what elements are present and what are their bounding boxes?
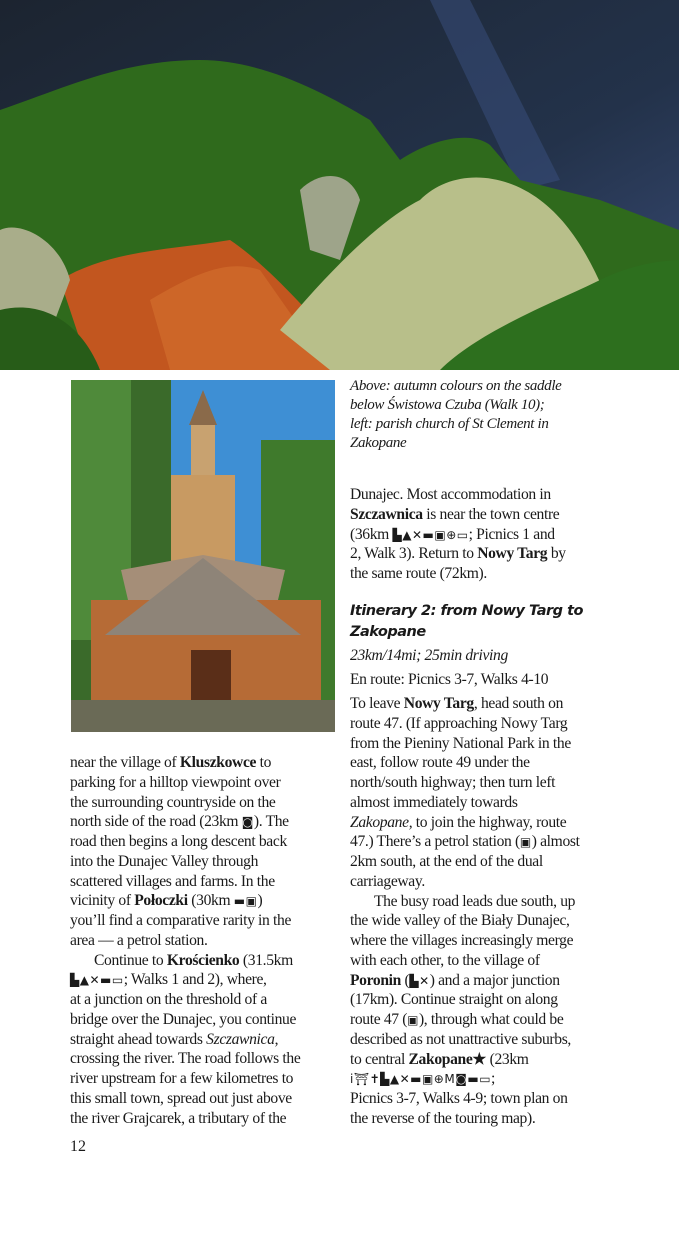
text-run: to join the highway, route (412, 813, 567, 831)
text-line (350, 1010, 640, 1030)
text-run: scattered villages and farms. In the (70, 872, 275, 890)
text-line (350, 832, 640, 852)
photo-autumn-saddle (0, 0, 679, 370)
map-symbol-icons: ▣ (519, 835, 532, 850)
text-run: 2km south, at the end of the dual (350, 853, 543, 870)
text-run: ), through what could be (418, 1011, 564, 1028)
text-line (350, 793, 640, 813)
text-run: Continue to (94, 951, 167, 969)
text-line (70, 872, 360, 892)
map-symbol-icons: i⛩✝▙▲✕▬▣⊕M◙▬▭ (350, 1072, 492, 1087)
text-run: the same route (72km). (350, 565, 487, 582)
map-symbol-icons: ▙▲✕▬▭ (70, 973, 124, 988)
text-run: by (547, 545, 566, 563)
text-run: To leave (350, 695, 404, 712)
text-line (350, 872, 640, 892)
text-line (350, 670, 640, 690)
text-run: area — a petrol station. (70, 931, 208, 949)
text-run: Dunajec. Most accommodation in (350, 486, 551, 503)
text-run: carriageway. (350, 872, 425, 890)
text-line (350, 773, 640, 793)
text-run: parking for a hilltop viewpoint over (70, 773, 281, 791)
text-run: route 47. (If approaching Nowy Targ (350, 714, 568, 732)
text-run: 47.) There’s a petrol station ( (350, 833, 520, 851)
text-line (350, 931, 640, 951)
text-run: Itinerary 2: from Nowy Targ to (350, 603, 583, 619)
place-name: Poronin (350, 971, 401, 989)
text-run: ( (401, 971, 410, 989)
text-run: , head south on (473, 695, 564, 712)
text-line (350, 377, 640, 396)
text-line (350, 601, 640, 622)
text-line (70, 753, 360, 773)
map-symbol-icons: ▣ (407, 1013, 419, 1027)
place-name: Kluszkowce (179, 754, 257, 771)
text-line (350, 694, 640, 714)
text-line (70, 773, 360, 793)
text-run: (31.5km (239, 951, 293, 969)
text-run: the surrounding countryside on the (70, 793, 276, 811)
text-run: north/south highway; then turn left (350, 774, 556, 791)
text-run: at a junction on the threshold of a (70, 991, 267, 1008)
map-symbol-icons: ▙▲✕▬▣⊕▭ (392, 527, 469, 542)
text-run: this small town, spread out just above (70, 1089, 292, 1107)
text-line (350, 564, 640, 584)
text-line (350, 1089, 640, 1109)
text-run: below Świstowa Czuba (Walk 10); (350, 397, 545, 413)
text-line (350, 434, 640, 453)
text-run: ) and a major junction (429, 971, 560, 989)
text-line (350, 971, 640, 991)
text-run: ) (257, 892, 263, 910)
text-run: to central (350, 1050, 409, 1068)
text-run: where the villages increasingly merge (350, 932, 574, 949)
text-run: Zakopane (350, 624, 426, 640)
place-name: Nowy Targ (403, 695, 474, 712)
itinerary-heading (350, 601, 640, 643)
text-line (70, 793, 360, 813)
text-run: Picnics 3-7, Walks 4-9; town plan on (350, 1090, 568, 1107)
photo-church-st-clement (71, 380, 335, 732)
text-run: ). The (253, 813, 289, 831)
body-text-szczawnica (350, 485, 640, 584)
text-line (70, 990, 360, 1010)
text-run: Zakopane, (350, 813, 413, 831)
map-symbol-icons: ▬▣ (233, 894, 258, 909)
text-line (70, 1030, 360, 1050)
text-line (350, 1109, 640, 1129)
text-run: Above: autumn colours on the saddle (350, 378, 562, 394)
text-run: is near the town centre (422, 505, 560, 523)
text-run: with each other, to the village of (350, 951, 540, 969)
text-run: ; Walks 1 and 2), where, (123, 971, 267, 989)
text-run: Szczawnica (206, 1030, 275, 1048)
text-run: Zakopane (350, 435, 407, 451)
text-run: (30km (187, 892, 234, 910)
text-run: north side of the road (23km (70, 813, 242, 831)
itinerary-en-route (350, 670, 640, 690)
text-run: straight ahead towards (70, 1030, 207, 1048)
text-run: left: parish church of St Clement in (350, 416, 549, 432)
text-line (350, 892, 640, 912)
text-line (70, 911, 360, 931)
text-line (70, 1089, 360, 1109)
place-name: Połoczki (134, 892, 188, 910)
text-run: bridge over the Dunajec, you continue (70, 1010, 297, 1028)
text-line (70, 1109, 360, 1129)
text-run: you’ll find a comparative rarity in the (70, 912, 292, 929)
text-run: to (256, 754, 272, 771)
body-text-kluszkowce (70, 753, 360, 1128)
text-run: vicinity of (70, 892, 135, 910)
text-line (350, 646, 640, 666)
text-run: route 47 ( (350, 1011, 408, 1028)
text-line (350, 1030, 640, 1050)
text-run: crossing the river. The road follows the (70, 1050, 301, 1068)
place-name: Zakopane★ (408, 1050, 487, 1068)
text-line (350, 415, 640, 434)
text-run: from the Pieniny National Park in the (350, 734, 571, 752)
text-line (350, 911, 640, 931)
text-line (70, 852, 360, 872)
place-name: Nowy Targ (477, 545, 548, 563)
text-run: 2, Walk 3). Return to (350, 545, 478, 563)
text-run: near the village of (70, 754, 180, 771)
map-symbol-icons: ◙ (241, 815, 254, 830)
text-line (350, 525, 640, 545)
text-line (70, 931, 360, 951)
text-run: into the Dunajec Valley through (70, 852, 259, 870)
text-line (70, 951, 360, 971)
text-line (70, 1010, 360, 1030)
text-line (350, 505, 640, 525)
text-run: The busy road leads due south, up (374, 892, 576, 910)
text-run: river upstream for a few kilometres to (70, 1070, 294, 1087)
text-line (350, 396, 640, 415)
text-line (350, 990, 640, 1010)
text-line (350, 1069, 640, 1089)
photo-caption (350, 377, 640, 453)
text-run: almost immediately towards (350, 793, 518, 811)
text-line (350, 813, 640, 833)
text-line (350, 852, 640, 872)
text-line (350, 1050, 640, 1070)
text-run: the river Grajcarek, a tributary of the (70, 1109, 287, 1127)
text-run: , (274, 1030, 279, 1048)
text-line (70, 970, 360, 990)
text-line (70, 832, 360, 852)
text-line (350, 951, 640, 971)
text-line (70, 891, 360, 911)
text-run: the wide valley of the Biały Dunajec, (350, 912, 570, 930)
text-run: ; Picnics 1 and (468, 525, 555, 543)
text-line (350, 544, 640, 564)
text-line (350, 622, 640, 643)
place-name: Krościenko (166, 951, 240, 969)
text-run: ) almost (531, 833, 580, 851)
landscape-photo (0, 0, 679, 370)
body-text-nowy-targ-zakopane (350, 694, 640, 1129)
text-line (350, 734, 640, 754)
text-line (350, 714, 640, 734)
text-line (70, 1049, 360, 1069)
text-line (350, 753, 640, 773)
page-number: 12 (70, 1138, 86, 1155)
text-run: En route: Picnics 3-7, Walks 4-10 (350, 671, 549, 688)
text-run: (17km). Continue straight on along (350, 991, 558, 1009)
text-run: road then begins a long descent back (70, 833, 287, 850)
church-photo (71, 380, 335, 732)
text-run: 23km/14mi; 25min driving (350, 647, 508, 664)
itinerary-distance (350, 646, 640, 666)
text-run: ; (491, 1070, 496, 1088)
text-run: (23km (486, 1050, 529, 1068)
text-line (70, 1069, 360, 1089)
text-run: the reverse of the touring map). (350, 1109, 536, 1127)
place-name: Szczawnica (350, 505, 423, 523)
text-run: east, follow route 49 under the (350, 754, 530, 772)
text-line (70, 812, 360, 832)
text-run: (36km (350, 525, 393, 543)
text-line (350, 485, 640, 505)
text-run: described as not unattractive suburbs, (350, 1030, 571, 1048)
map-symbol-icons: ▙✕ (409, 973, 430, 988)
